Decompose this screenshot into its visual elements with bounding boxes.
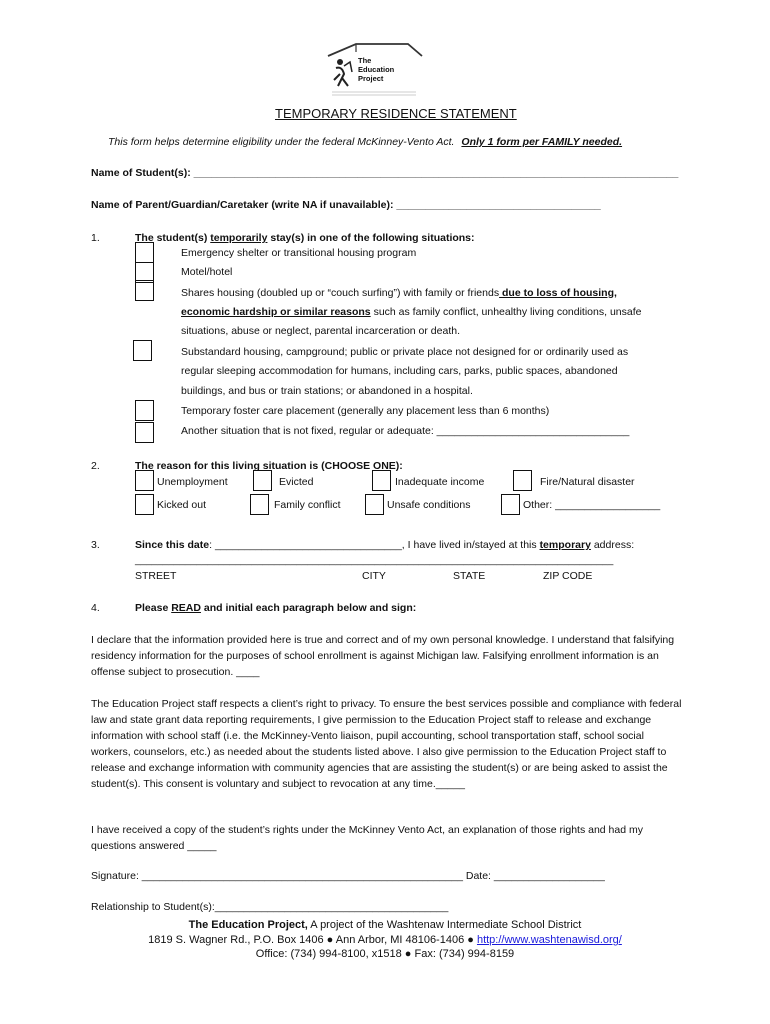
relationship-line[interactable]: Relationship to Student(s):________________________________________ — [91, 901, 449, 913]
footer-website-link[interactable]: http://www.washtenawisd.org/ — [476, 934, 622, 946]
since-date-address: address: — [590, 539, 635, 551]
checkbox-substandard-housing[interactable] — [133, 340, 152, 361]
footer-address — [0, 933, 770, 948]
rights-paragraph: I have received a copy of the student’s rights under the McKinney Vento Act, an explanation of those rights and had my questions answered _____ — [91, 824, 643, 852]
option-emergency-shelter: Emergency shelter or transitional housing program — [181, 247, 417, 259]
footer-org-rest: A project of the Washtenaw Intermediate School District — [307, 919, 582, 931]
reason-unemployment: Unemployment — [157, 476, 228, 488]
label-state: STATE — [453, 570, 486, 582]
checkbox-evicted[interactable] — [253, 470, 272, 491]
footer-org-name: The Education Project, — [188, 919, 308, 931]
section-2-number: 2. — [91, 460, 100, 472]
checkbox-foster-care[interactable] — [135, 400, 154, 421]
section-1-number: 1. — [91, 232, 100, 244]
option-substandard-line2: regular sleeping accommodation for humans, including cars, parks, public spaces, abandoned — [181, 365, 618, 377]
signature-line[interactable]: Signature: _______________________________________________________ Date: ___________________ — [91, 870, 605, 882]
declaration-paragraph: I declare that the information provided here is true and correct and of my own personal knowledge. I understand that falsifying residency information for the purposes of school enrollment is against Michigan law. Falsifying enrollment information is an offense subject to prosecution. ____ — [91, 634, 675, 678]
checkbox-family-conflict[interactable] — [250, 494, 269, 515]
checkbox-shares-housing[interactable] — [135, 280, 154, 301]
reason-kicked-out: Kicked out — [157, 499, 207, 511]
option-motel: Motel/hotel — [181, 266, 233, 278]
checkbox-kicked-out[interactable] — [135, 494, 154, 515]
logo-line-3: Project — [358, 74, 384, 83]
section-4-heading — [135, 602, 416, 614]
guardian-name-field[interactable]: Name of Parent/Guardian/Caretaker (write NA if unavailable): ___________________________________ — [91, 199, 601, 211]
checkbox-another-situation[interactable] — [135, 422, 154, 443]
footer-org — [0, 918, 770, 933]
footer-phone: Office: (734) 994-8100, x1518 ● Fax: (734) 994-8159 — [255, 948, 515, 960]
checkbox-inadequate-income[interactable] — [372, 470, 391, 491]
section-1-heading-temporarily: temporarily — [210, 232, 268, 244]
privacy-paragraph: The Education Project staff respects a client’s right to privacy. To ensure the best services possible and compliance with federal law and state grant data reporting requirements, I give permission to the Education Project staff to release and exchange information with school staff (i.e. the McKinney-Vento liaison, pupil accounting, school transportation staff, school social workers, counselors, etc.) as needed about the students listed above. I also give permission to the Education Project staff to release and exchange information with community agencies that are assisting the student(s) or are being asked to assist the student(s). This consent is voluntary and subject to revocation at any time._____ — [91, 698, 682, 790]
option-foster-care: Temporary foster care placement (generally any placement less than 6 months) — [181, 405, 550, 417]
section-4-read: READ — [171, 602, 201, 614]
intro-text: This form helps determine eligibility under the federal McKinney-Vento Act. — [108, 136, 455, 148]
since-date-rest: : ________________________________, I have lived in/stayed at this — [209, 539, 540, 551]
option-shares-housing-line3: situations, abuse or neglect, parental incarceration or death. — [181, 325, 461, 337]
section-4-post: and initial each paragraph below and sign: — [200, 602, 417, 614]
since-date-label: Since this date — [135, 539, 210, 551]
option-shares-housing-text: Shares housing (doubled up or “couch surfing”) with family or friends — [181, 287, 500, 299]
intro-line — [108, 136, 622, 148]
since-date-field[interactable] — [135, 539, 634, 551]
intro-emphasis: Only 1 form per FAMILY needed. — [461, 136, 623, 148]
logo-line-2: Education — [358, 65, 395, 74]
option-substandard-line3: buildings, and bus or train stations; or abandoned in a hospital. — [181, 385, 473, 397]
checkbox-emergency-shelter[interactable] — [135, 242, 154, 263]
logo — [326, 42, 426, 102]
since-date-temporary: temporary — [539, 539, 591, 551]
option-another-situation[interactable]: Another situation that is not fixed, regular or adequate: _________________________________ — [181, 425, 630, 437]
reason-inadequate-income: Inadequate income — [395, 476, 485, 488]
section-1-heading — [135, 232, 475, 244]
label-zip: ZIP CODE — [543, 570, 593, 582]
section-2-heading: The reason for this living situation is (CHOOSE ONE): — [135, 460, 403, 472]
option-shares-housing-text2: such as family conflict, unhealthy living conditions, unsafe — [370, 306, 642, 318]
section-4-number: 4. — [91, 602, 100, 614]
option-substandard-line1: Substandard housing, campground; public or private place not designed for or ordinarily used as — [181, 346, 629, 358]
logo-line-1: The — [358, 56, 372, 65]
reason-evicted: Evicted — [279, 476, 314, 488]
checkbox-unsafe-conditions[interactable] — [365, 494, 384, 515]
reason-unsafe-conditions: Unsafe conditions — [387, 499, 471, 511]
section-1-heading-pre: The student(s) — [135, 232, 211, 244]
checkbox-unemployment[interactable] — [135, 470, 154, 491]
checkbox-other[interactable] — [501, 494, 520, 515]
option-shares-housing-emph: due to loss of housing, — [499, 287, 617, 299]
address-line[interactable]: ______________________________________________________________________________________ — [135, 555, 614, 566]
section-1-heading-post: stay(s) in one of the following situations: — [267, 232, 475, 244]
checkbox-fire-disaster[interactable] — [513, 470, 532, 491]
option-shares-housing-line1 — [181, 287, 617, 299]
form-title: TEMPORARY RESIDENCE STATEMENT — [275, 106, 517, 121]
label-city: CITY — [362, 570, 386, 582]
section-4-pre: Please — [135, 602, 172, 614]
option-shares-housing-line2 — [181, 306, 641, 318]
reason-family-conflict: Family conflict — [274, 499, 341, 511]
footer-address-text: 1819 S. Wagner Rd., P.O. Box 1406 ● Ann Arbor, MI 48106-1406 ● — [148, 934, 477, 946]
student-name-field[interactable]: Name of Student(s): ___________________________________________________________________________________ — [91, 167, 679, 179]
section-3-number: 3. — [91, 539, 100, 551]
reason-fire-disaster: Fire/Natural disaster — [540, 476, 635, 488]
reason-other[interactable]: Other: __________________ — [523, 499, 661, 511]
label-street: STREET — [135, 570, 177, 582]
option-shares-housing-emph2: economic hardship or similar reasons — [181, 306, 371, 318]
